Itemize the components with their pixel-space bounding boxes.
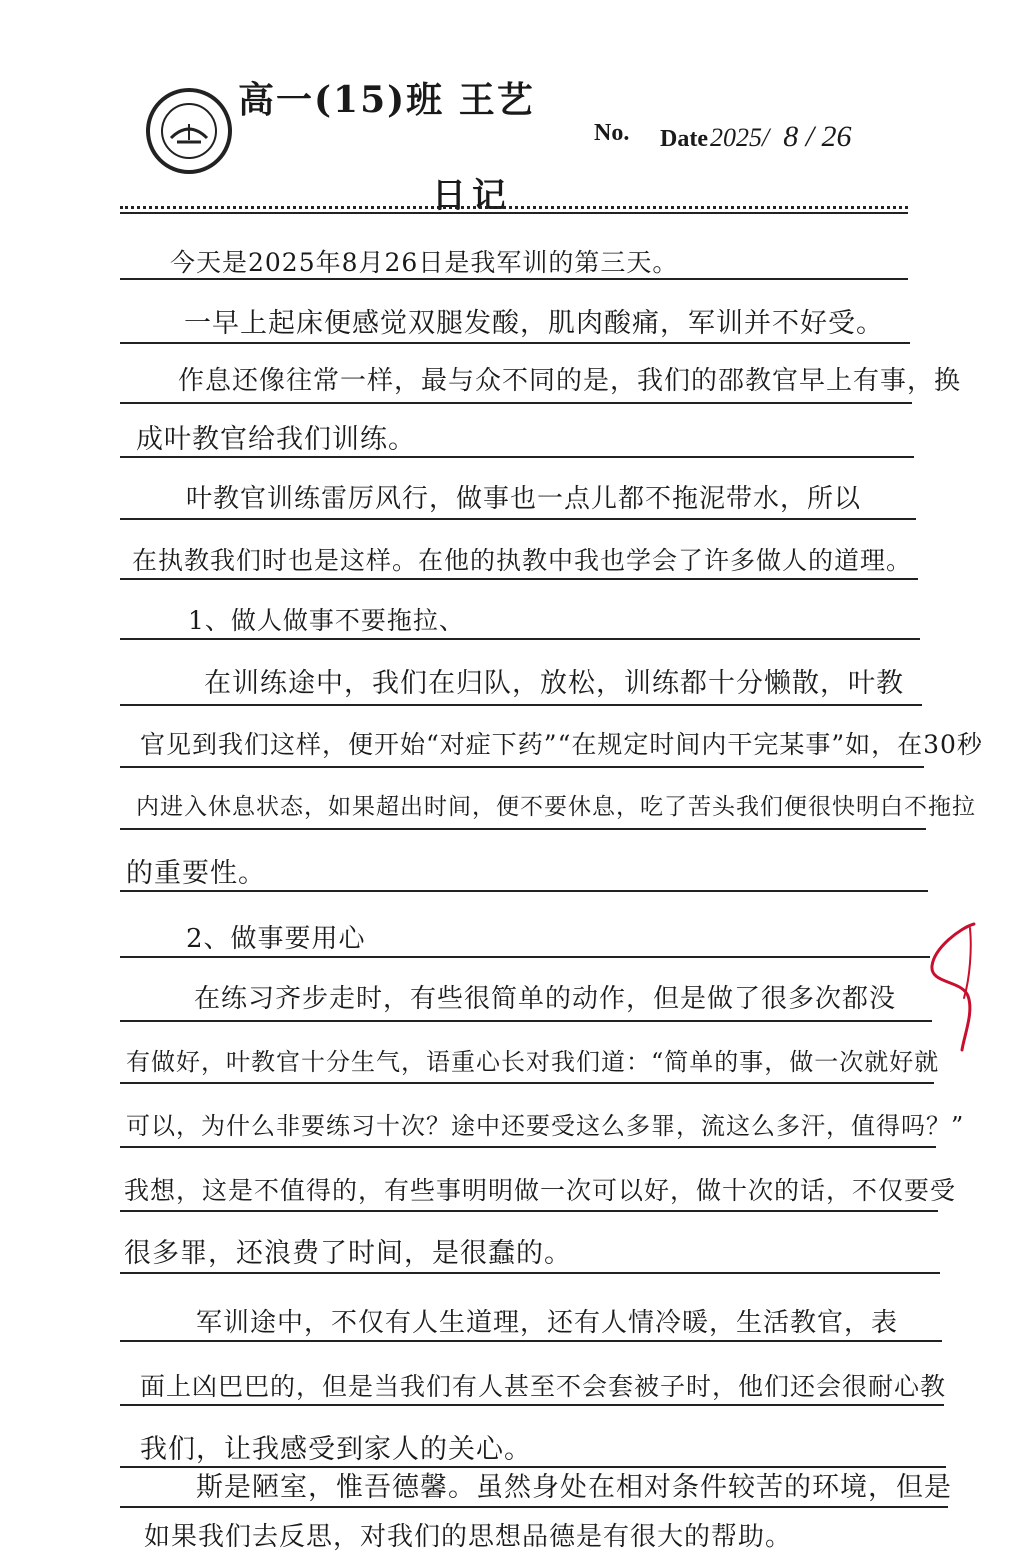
ruled-line	[120, 456, 914, 458]
diary-line: 我想，这是不值得的，有些事明明做一次可以好，做十次的话，不仅要受	[124, 1176, 957, 1205]
ruled-line	[120, 956, 930, 958]
diary-line: 叶教官训练雷厉风行，做事也一点儿都不拖泥带水，所以	[186, 484, 862, 514]
ruled-line	[120, 1404, 944, 1406]
ruled-line	[120, 1340, 942, 1342]
diary-line: 在练习齐步走时，有些很简单的动作，但是做了很多次都没	[194, 984, 897, 1014]
diary-line: 在训练途中，我们在归队，放松，训练都十分懒散，叶教	[204, 668, 904, 699]
diary-line: 斯是陋室，惟吾德馨。虽然身处在相对条件较苦的环境，但是	[196, 1472, 952, 1503]
diary-line: 面上凶巴巴的，但是当我们有人甚至不会套被子时，他们还会很耐心教	[140, 1372, 947, 1401]
author-name: 高一(15)班 王艺	[238, 79, 535, 121]
diary-line: 我们，让我感受到家人的关心。	[140, 1434, 532, 1465]
diary-line: 的重要性。	[126, 858, 266, 889]
date-year: 2025/	[709, 123, 770, 152]
ruled-line	[120, 638, 920, 640]
diary-line: 很多罪，还浪费了时间，是很蠢的。	[124, 1238, 572, 1269]
diary-line: 军训途中，不仅有人生道理，还有人情冷暖，生活教官，表	[196, 1308, 899, 1338]
ruled-line	[120, 828, 926, 830]
teacher-check-mark-icon	[920, 918, 990, 1058]
no-label: No.	[594, 120, 630, 146]
date-label: Date	[660, 126, 708, 152]
ruled-line	[120, 890, 928, 892]
ruled-line	[120, 766, 924, 768]
diary-line: 在执教我们时也是这样。在他的执教中我也学会了许多做人的道理。	[132, 546, 913, 575]
ruled-line	[120, 518, 916, 520]
diary-line: 一早上起床便感觉双腿发酸，肌肉酸痛，军训并不好受。	[184, 308, 884, 339]
diary-heading: 1、做人做事不要拖拉、	[188, 606, 465, 635]
ruled-line	[120, 578, 918, 580]
diary-line: 作息还像往常一样，最与众不同的是，我们的邵教官早上有事，换	[178, 366, 962, 396]
ruled-line	[120, 1020, 932, 1022]
page-title: 日记	[432, 176, 512, 216]
diary-line: 成叶教官给我们训练。	[136, 424, 416, 455]
ruled-line	[120, 704, 922, 706]
diary-line: 内进入休息状态，如果超出时间，便不要休息，吃了苦头我们便很快明白不拖拉	[136, 794, 976, 820]
date-month-day: 8 / 26	[783, 120, 852, 153]
diary-line: 有做好，叶教官十分生气，语重心长对我们道：“简单的事，做一次就好就	[126, 1048, 940, 1076]
ruled-line	[120, 1506, 948, 1508]
ruled-line	[120, 342, 910, 344]
ruled-line	[120, 1272, 940, 1274]
ruled-line	[120, 1466, 946, 1468]
ruled-line	[120, 278, 908, 280]
ruled-line	[120, 1082, 934, 1084]
diary-line: 可以，为什么非要练习十次？途中还要受这么多罪，流这么多汗，值得吗？”	[126, 1112, 965, 1140]
ruled-line	[120, 1210, 938, 1212]
diary-line: 如果我们去反思，对我们的思想品德是有很大的帮助。	[144, 1522, 793, 1552]
diary-heading: 2、做事要用心	[186, 924, 366, 954]
diary-line: 今天是2025年8月26日是我军训的第三天。	[170, 248, 679, 277]
diary-line: 官见到我们这样，便开始“对症下药”“在规定时间内干完某事”如，在30秒	[140, 730, 983, 759]
ruled-line	[120, 402, 912, 404]
ruled-line	[120, 1146, 936, 1148]
